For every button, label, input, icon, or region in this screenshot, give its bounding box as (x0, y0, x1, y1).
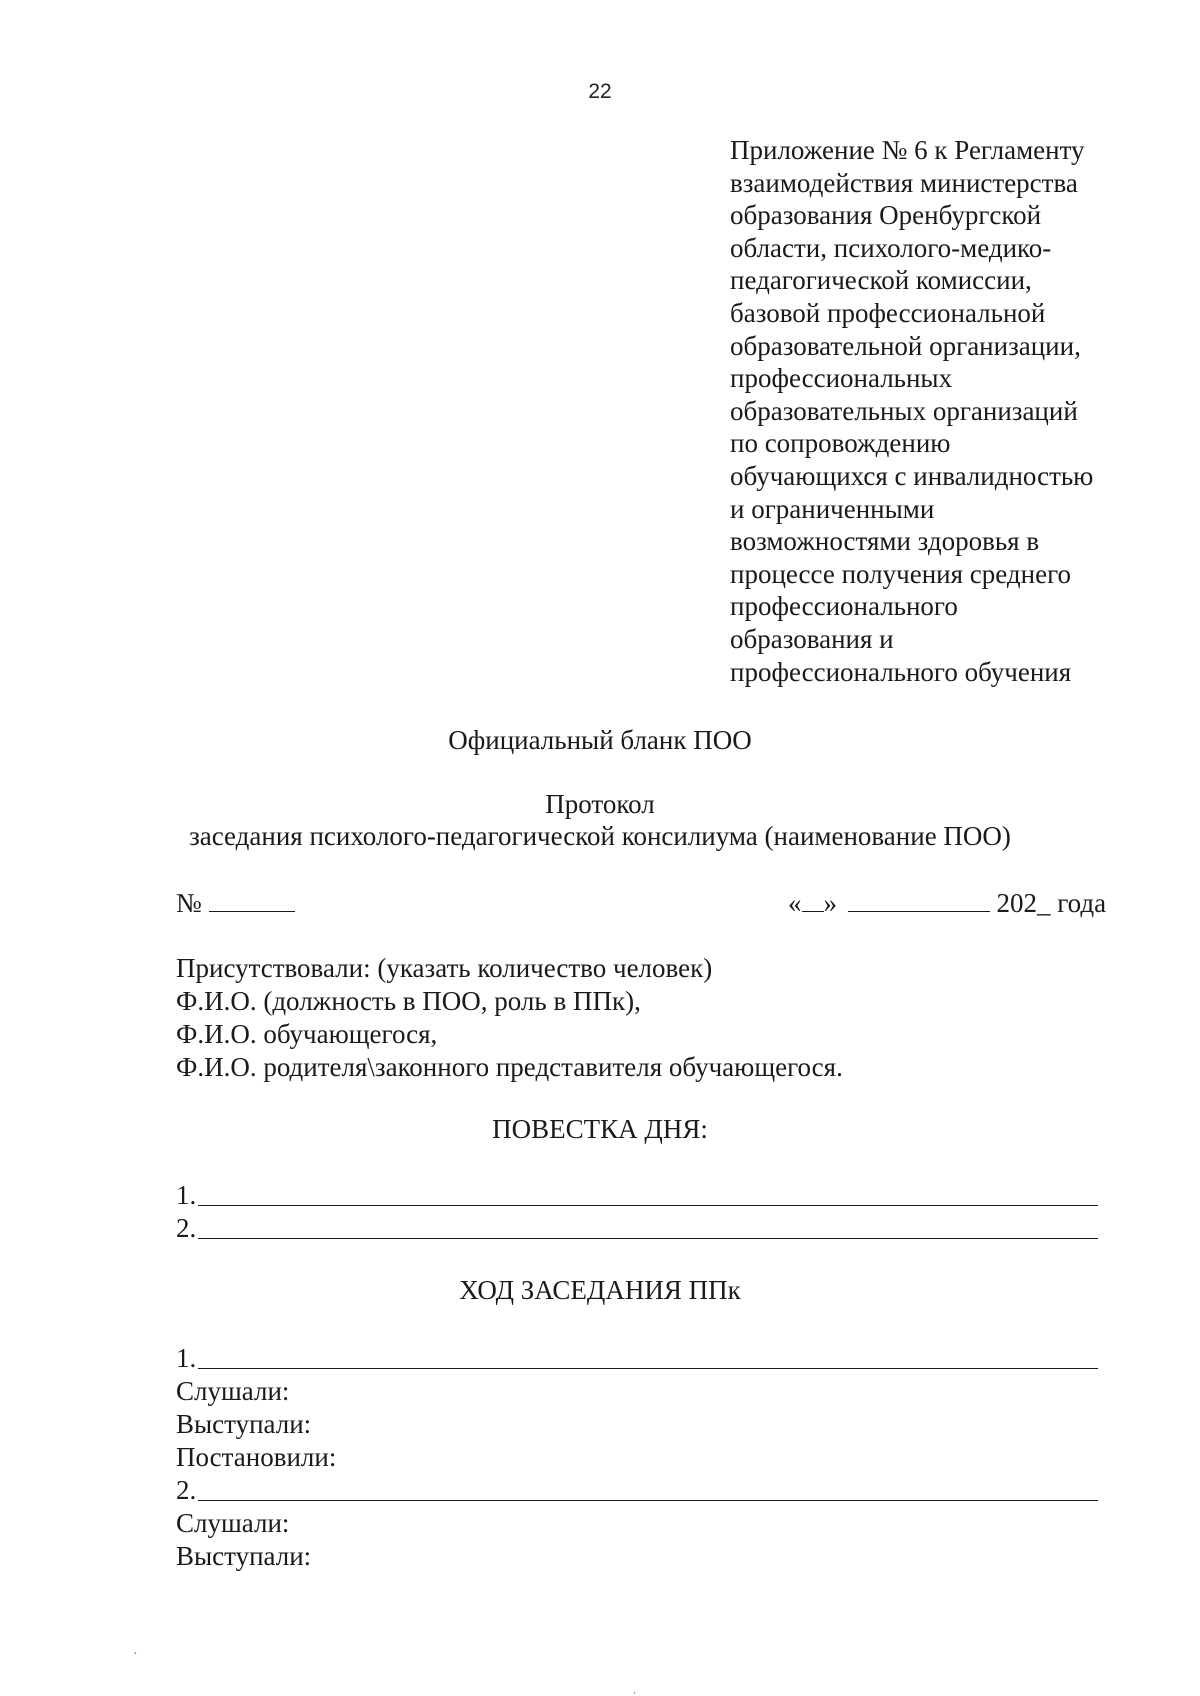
heard-label: Слушали: (176, 1508, 290, 1538)
appendix-line: базовой профессиональной (730, 297, 1046, 328)
spoke-label: Выступали: (176, 1541, 312, 1571)
attendees-line: Ф.И.О. родителя\законного представителя обучающегося. (176, 1052, 843, 1082)
date-year: 202_ года (996, 888, 1107, 918)
agenda-item-blank (198, 1205, 1098, 1206)
proceedings-item-blank (198, 1500, 1098, 1501)
agenda-item-number: 1. (176, 1180, 197, 1210)
month-blank (848, 889, 990, 912)
agenda-item-number: 2. (176, 1213, 197, 1243)
attendees-line: Ф.И.О. (должность в ПОО, роль в ППк), (176, 986, 641, 1016)
protocol-date-field (788, 888, 1106, 919)
agenda-item (176, 1180, 196, 1211)
appendix-line: по сопровождению (730, 428, 951, 459)
blank-title: Официальный бланк ПОО (448, 725, 752, 755)
agenda-item-blank (198, 1238, 1098, 1239)
date-close-quote: » (823, 888, 837, 918)
appendix-line: педагогической комиссии, (730, 265, 1032, 296)
appendix-reference (730, 134, 1170, 688)
appendix-line: процессе получения среднего (730, 558, 1071, 589)
number-blank (209, 889, 295, 912)
appendix-line: и ограниченными (730, 493, 935, 524)
protocol-title: Протокол (545, 789, 655, 819)
spoke-label: Выступали: (176, 1409, 312, 1439)
proceedings-item-blank (198, 1368, 1098, 1369)
agenda-heading: ПОВЕСТКА ДНЯ: (492, 1114, 708, 1144)
number-sign: № (176, 888, 202, 918)
appendix-line: профессиональных (730, 363, 953, 394)
agenda-item (176, 1213, 196, 1244)
appendix-line: обучающихся с инвалидностью (730, 460, 1094, 491)
scan-speck: ˌ (632, 1680, 637, 1695)
appendix-line: образования Оренбургской (730, 200, 1042, 231)
appendix-line: возможностями здоровья в (730, 526, 1040, 557)
attendees-line: Присутствовали: (указать количество человек) (176, 953, 713, 983)
proceedings-item (176, 1343, 196, 1374)
appendix-line: профессионального обучения (730, 656, 1072, 687)
appendix-line: Приложение № 6 к Регламенту (730, 135, 1085, 165)
appendix-line: образовательной организации, (730, 330, 1081, 361)
proceedings-item-number: 1. (176, 1343, 197, 1373)
proceedings-heading: ХОД ЗАСЕДАНИЯ ППк (459, 1275, 741, 1305)
proceedings-item (176, 1475, 196, 1506)
scan-speck: · (133, 1647, 138, 1662)
day-blank (802, 889, 824, 912)
appendix-line: области, психолого-медико- (730, 232, 1052, 263)
heard-label: Слушали: (176, 1376, 290, 1406)
appendix-line: образовательных организаций (730, 395, 1078, 426)
appendix-line: взаимодействия министерства (730, 167, 1078, 198)
appendix-line: профессионального (730, 591, 958, 622)
attendees-line: Ф.И.О. обучающегося, (176, 1019, 438, 1049)
proceedings-item-number: 2. (176, 1475, 197, 1505)
protocol-number-field (176, 888, 295, 919)
appendix-line: образования и (730, 623, 894, 654)
date-open-quote: « (788, 888, 802, 918)
page-number: 22 (588, 80, 612, 103)
protocol-subtitle: заседания психолого-педагогической консилиума (наименование ПОО) (189, 821, 1011, 851)
resolved-label: Постановили: (176, 1442, 337, 1472)
